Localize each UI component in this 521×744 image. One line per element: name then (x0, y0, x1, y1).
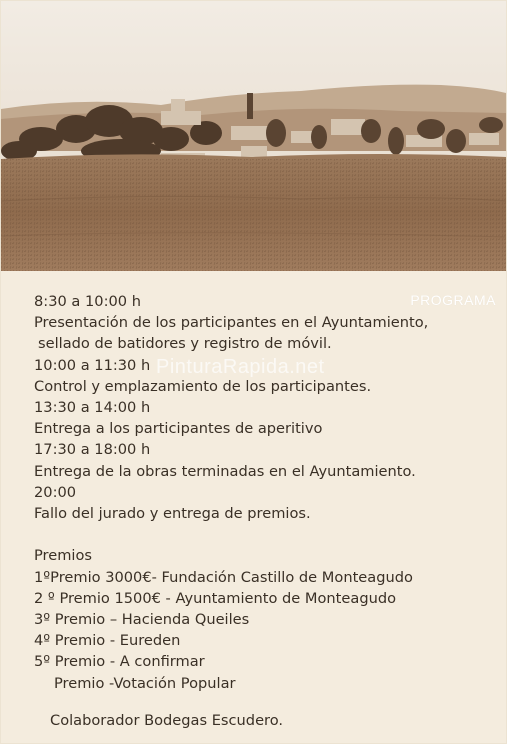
schedule-description: Control y emplazamiento de los participantes. (34, 377, 372, 395)
prize-item: Premio -Votación Popular (54, 674, 236, 692)
village-landscape-photo (1, 1, 506, 271)
collaborator-credit: Colaborador Bodegas Escudero. (50, 712, 284, 729)
schedule-time: 10:00 a 11:30 h (34, 356, 151, 374)
schedule-description: Entrega a los participantes de aperitivo (34, 420, 323, 438)
landscape-illustration (1, 1, 506, 271)
schedule-description: Entrega de la obras terminadas en el Ayuntamiento. (34, 462, 416, 480)
prize-item: 4º Premio - Eureden (34, 632, 181, 650)
event-poster (1, 1, 506, 743)
prizes-heading: Premios (34, 547, 93, 565)
prize-item: 1ºPremio 3000€- Fundación Castillo de Monteagudo (34, 568, 413, 586)
prize-item: 5º Premio - A confirmar (34, 653, 205, 671)
section-spacer (34, 524, 494, 545)
schedule-time: 20:00 (34, 483, 77, 501)
schedule-time: 13:30 a 14:00 h (34, 399, 151, 417)
schedule-time: 17:30 a 18:00 h (34, 441, 151, 459)
program-schedule (34, 291, 494, 694)
schedule-time: 8:30 a 10:00 h (34, 293, 141, 310)
schedule-description: Presentación de los participantes en el Ayuntamiento, (34, 314, 429, 332)
watermark-text: PinturaRapida.net (156, 356, 325, 378)
prize-item: 2 º Premio 1500€ - Ayuntamiento de Monteagudo (34, 589, 397, 607)
schedule-description: Fallo del jurado y entrega de premios. (34, 505, 311, 523)
schedule-description: sellado de batidores y registro de móvil. (38, 335, 332, 353)
program-label: PROGRAMA (410, 292, 496, 308)
prize-item: 3º Premio – Hacienda Queiles (34, 611, 250, 629)
